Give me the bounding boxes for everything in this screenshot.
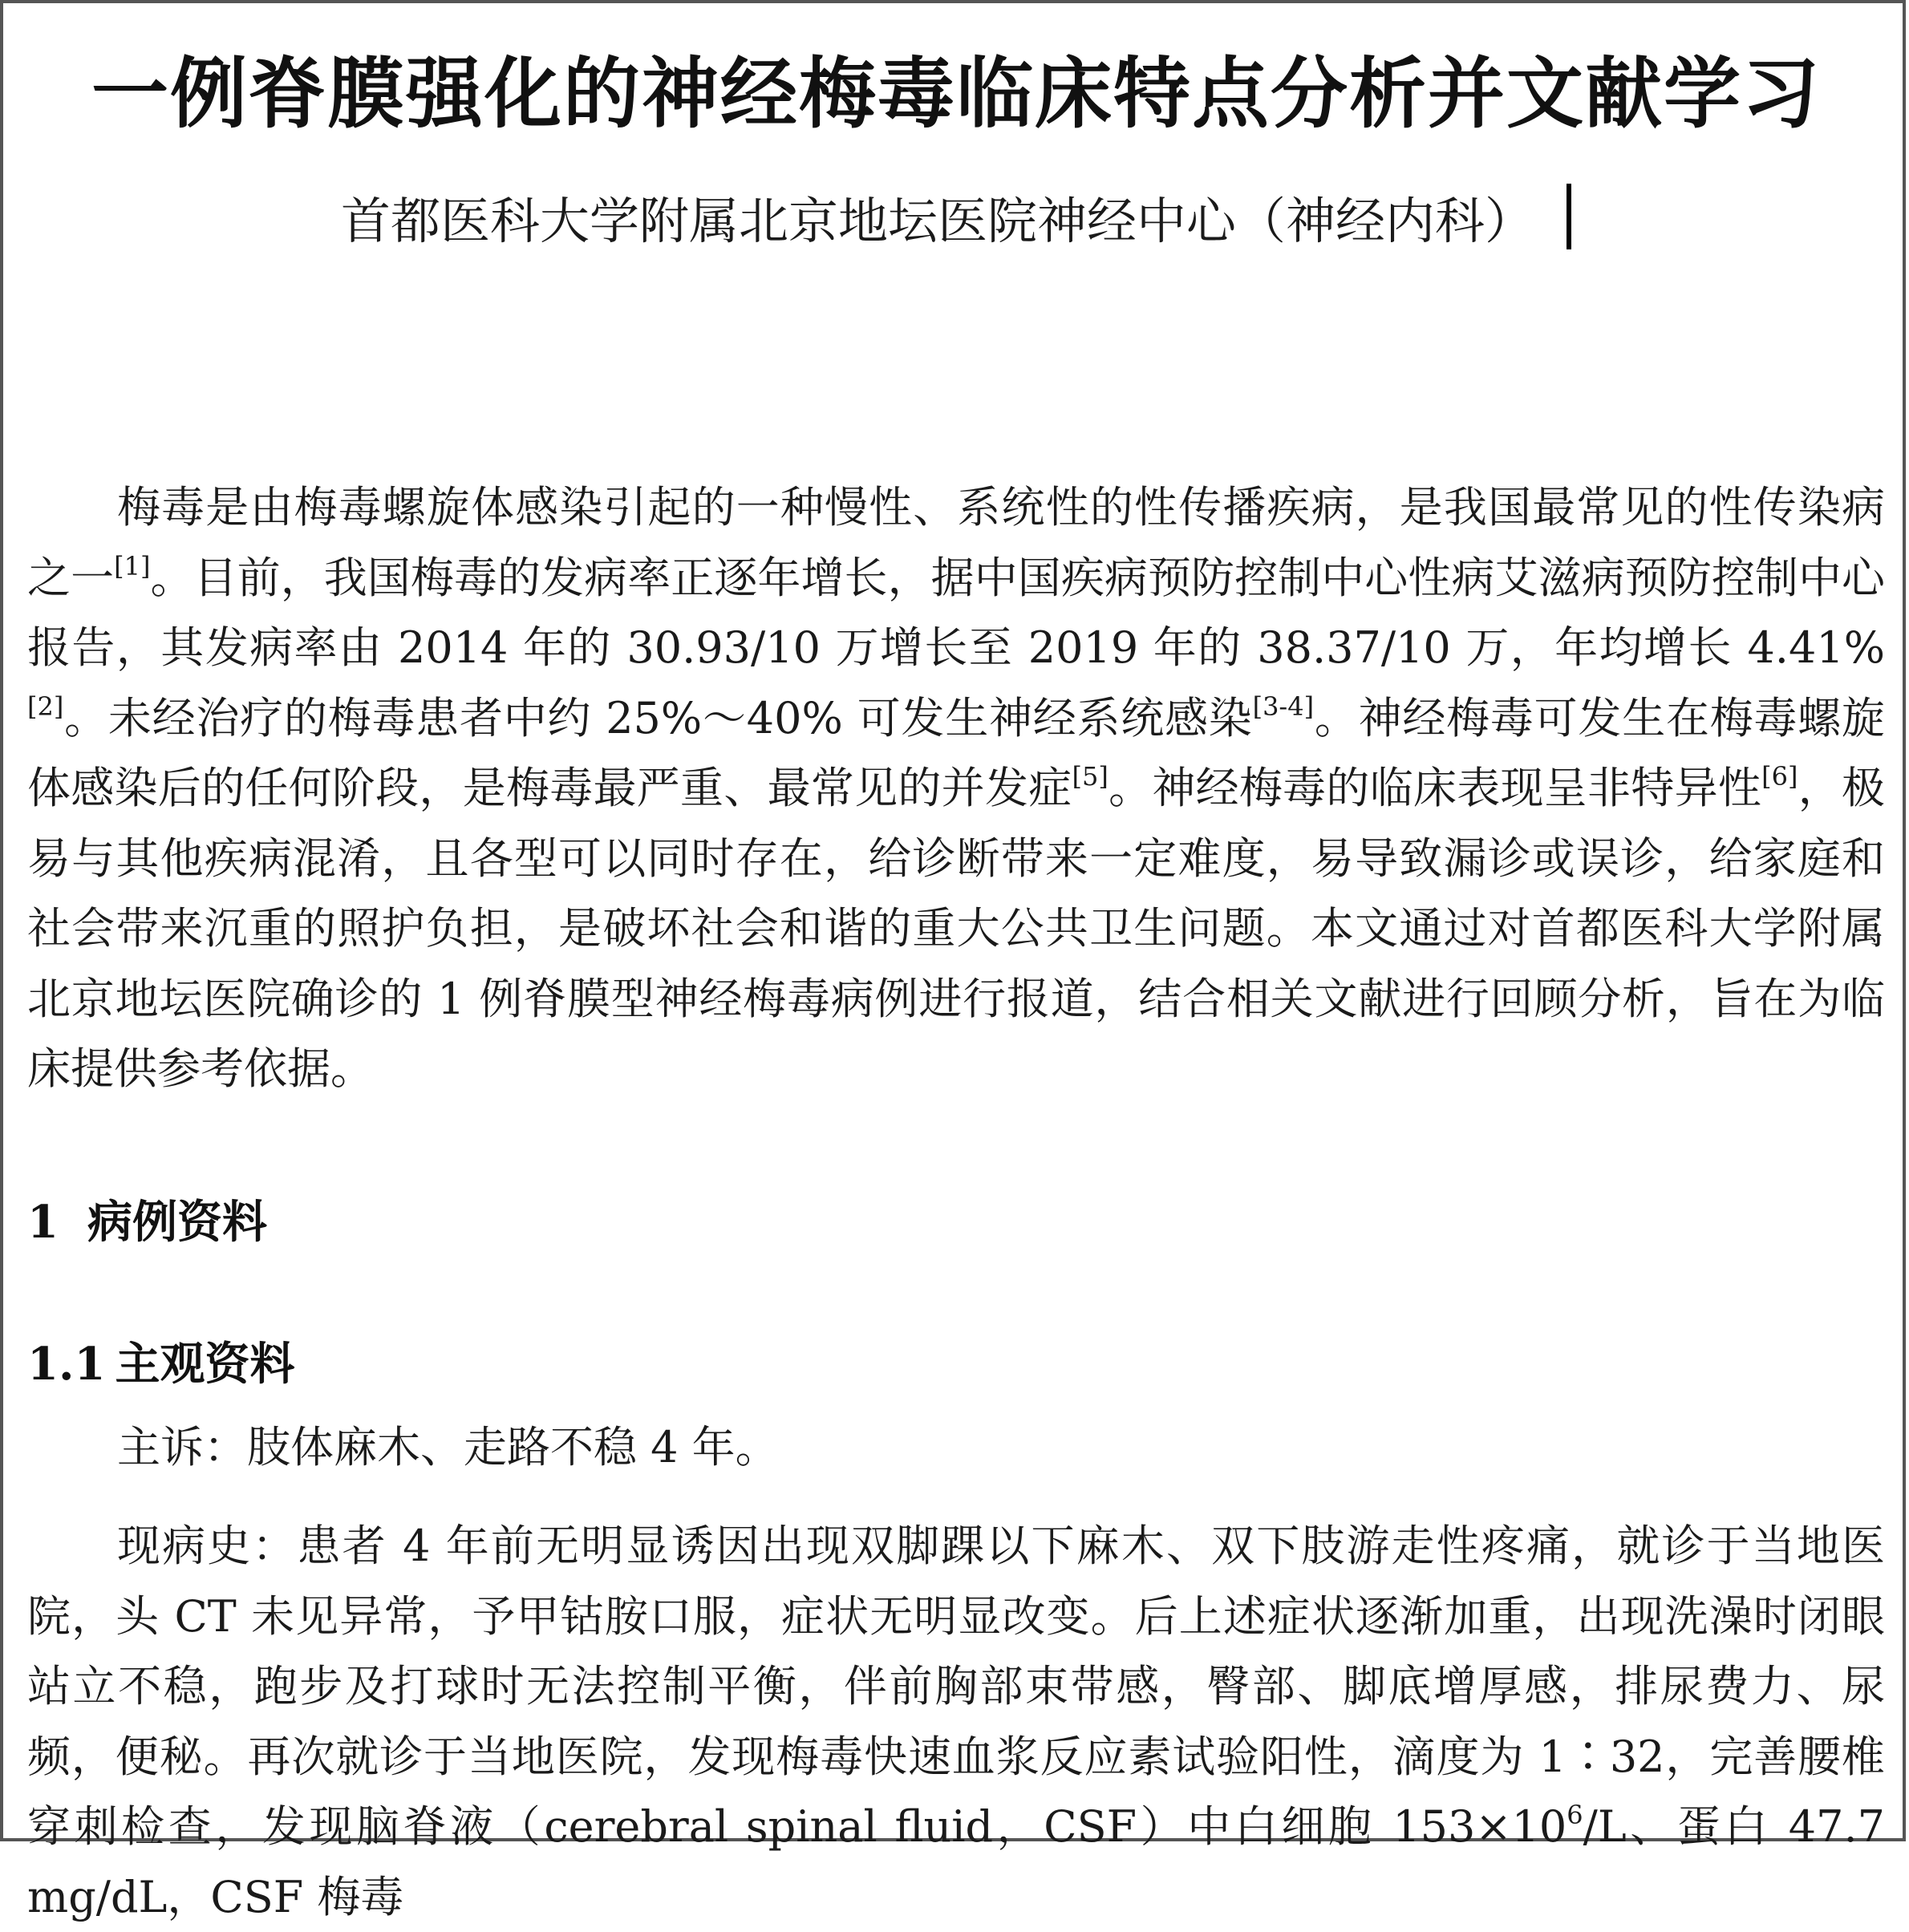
intro-paragraph [27,472,1885,1104]
citation-ref[interactable]: [3-4] [1252,691,1315,722]
exponent: 6 [1567,1800,1583,1830]
citation-ref[interactable]: [6] [1761,761,1798,792]
subsection-title: 主观资料 [115,1338,295,1391]
intro-sentence: 。未经治疗的梅毒患者中约 25%～40% 可发生神经系统感染 [63,692,1253,743]
section-number: 1 [27,1196,59,1249]
section-heading [27,1186,267,1258]
intro-sentence: ，极易与其他疾病混淆，且各型可以同时存在，给诊断带来一定难度，易导致漏诊或误诊，给家庭和社会带来沉重的照护负担，是破坏社会和谐的重大公共卫生问题。本文通过对首都医科大学附属北京地坛医院确诊的 1 例脊膜型神经梅毒病例进行报道，结合相关文献进行回顾分析，旨在为临床提供参考依据。 [27,763,1886,1094]
page-title: 一例脊膜强化的神经梅毒临床特点分析并文献学习 [91,49,1821,139]
subsection-heading [27,1328,294,1400]
history-text: 现病史：患者 4 年前无明显诱因出现双脚踝以下麻木、双下肢游走性疼痛，就诊于当地医院，头 CT 未见异常，予甲钴胺口服，症状无明显改变。后上述症状逐渐加重，出现洗澡时闭眼站立不稳，跑步及打球时无法控制平衡，伴前胸部束带感，臀部、脚底增厚感，排尿费力、尿频，便秘。再次就诊于当地医院，发现梅毒快速血浆反应素试验阳性，滴度为 1∶32，完善腰椎穿刺检查，发现脑脊液（cerebral spinal fluid，CSF）中白细胞 153×10 [27,1521,1885,1852]
citation-ref[interactable]: [1] [114,550,151,581]
intro-sentence: 。目前，我国梅毒的发病率正逐年增长，据中国疾病预防控制中心性病艾滋病预防控制中心报告，其发病率由 2014 年的 30.93/10 万增长至 2019 年的 38.37/10 万，年均增长 4.41% [27,552,1886,673]
citation-ref[interactable]: [5] [1072,761,1109,792]
subsection-number: 1.1 [27,1338,106,1391]
text-cursor[interactable] [1567,184,1571,249]
affiliation-text: 首都医科大学附属北京地坛医院神经中心（神经内科） [340,192,1534,250]
intro-sentence: 梅毒是由梅毒螺旋体感染引起的一种慢性、系统性的性传播疾病，是我国最常见的性传染病之一 [27,482,1885,603]
complaint-text: 主诉：肢体麻木、走路不稳 4 年。 [117,1422,779,1472]
affiliation-line [3,181,1909,261]
complaint-paragraph [27,1412,1885,1483]
history-paragraph [27,1511,1885,1932]
section-title: 病例资料 [87,1196,267,1249]
history-text-continued: /L、蛋白 47.7 mg/dL，CSF 梅毒 [27,1801,1886,1922]
intro-sentence: 。神经梅毒的临床表现呈非特异性 [1108,763,1762,813]
intro-sentence: 。神经梅毒可发生在梅毒螺旋体感染后的任何阶段，是梅毒最严重、最常见的并发症 [27,692,1886,813]
citation-ref[interactable]: [2] [27,691,64,722]
